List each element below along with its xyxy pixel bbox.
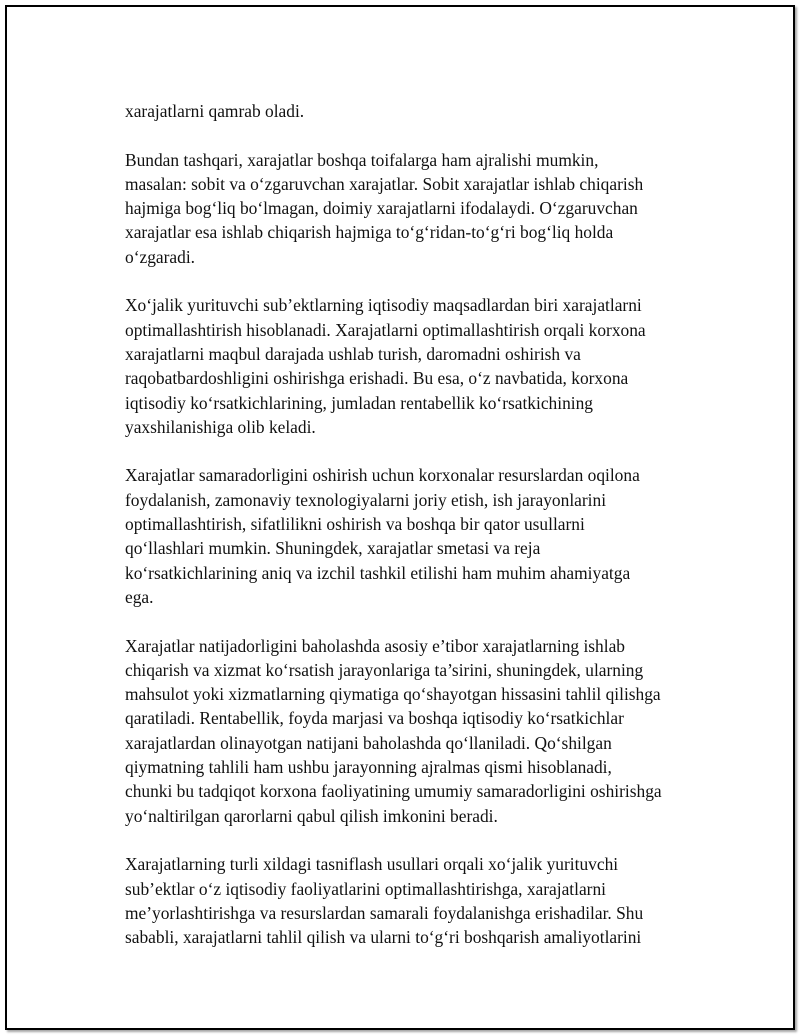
paragraph-5: Xarajatlar natijadorligini baholashda asosiy e’tibor xarajatlarning ishlab chiqarish va xizmat ko‘rsatish jarayonlariga ta’sirini, shuningdek, ularning mahsulot yoki xizmatlarning qiymatiga qo‘shayotgan hissasini tahlil qilishga qaratiladi. Rentabellik, foyda marjasi va boshqa iqtisodiy ko‘rsatkichlar xarajatlardan olinayotgan natijani baholashda qo‘llaniladi. Qo‘shilgan qiymatning tahlili ham ushbu jarayonning ajralmas qismi hisoblanadi, chunki bu tadqiqot korxona faoliyatining umumiy samaradorligini oshirishga yo‘naltirilgan qarorlarni qabul qilish imkonini beradi.	[125, 635, 662, 826]
paragraph-3: Xo‘jalik yurituvchi sub’ektlarning iqtisodiy maqsadlardan biri xarajatlarni optimallashtirish hisoblanadi. Xarajatlarni optimallashtirish orqali korxona xarajatlarni maqbul darajada ushlab turish, daromadni oshirish va raqobatbardoshligini oshirishga erishadi. Bu esa, o‘z navbatida, korxona iqtisodiy ko‘rsatkichlarining, jumladan rentabellik ko‘rsatkichining yaxshilanishiga olib keladi.	[125, 295, 646, 437]
paragraph-2: Bundan tashqari, xarajatlar boshqa toifalarga ham ajralishi mumkin, masalan: sobit va o‘zgaruvchan xarajatlar. Sobit xarajatlar ishlab chiqarish hajmiga bog‘liq bo‘lmagan, doimiy xarajatlarni ifodalaydi. O‘zgaruvchan xarajatlar esa ishlab chiqarish hajmiga to‘g‘ridan-to‘g‘ri bog‘liq holda o‘zgaradi.	[125, 149, 644, 267]
paragraph-1: xarajatlarni qamrab oladi.	[125, 101, 305, 121]
paragraph-6: Xarajatlarning turli xildagi tasniflash usullari orqali xo‘jalik yurituvchi sub’ektlar o‘z iqtisodiy faoliyatlarini optimallashtirishga, xarajatlarni me’yorlashtirishga va resurslardan samarali foydalanishga erishadilar. Shu sababli, xarajatlarni tahlil qilish va ularni to‘g‘ri boshqarish amaliyotlarini	[125, 854, 644, 948]
page-frame	[5, 5, 795, 1030]
paragraph-4: Xarajatlar samaradorligini oshirish uchun korxonalar resurslardan oqilona foydalanish, zamonaviy texnologiyalarni joriy etish, ish jarayonlarini optimallashtirish, sifatlilikni oshirish va boshqa bir qator usullarni qo‘llashlari mumkin. Shuningdek, xarajatlar smetasi va reja ko‘rsatkichlarining aniq va izchil tashkil etilishi ham muhim ahamiyatga ega.	[125, 465, 640, 607]
document-body	[125, 99, 715, 974]
